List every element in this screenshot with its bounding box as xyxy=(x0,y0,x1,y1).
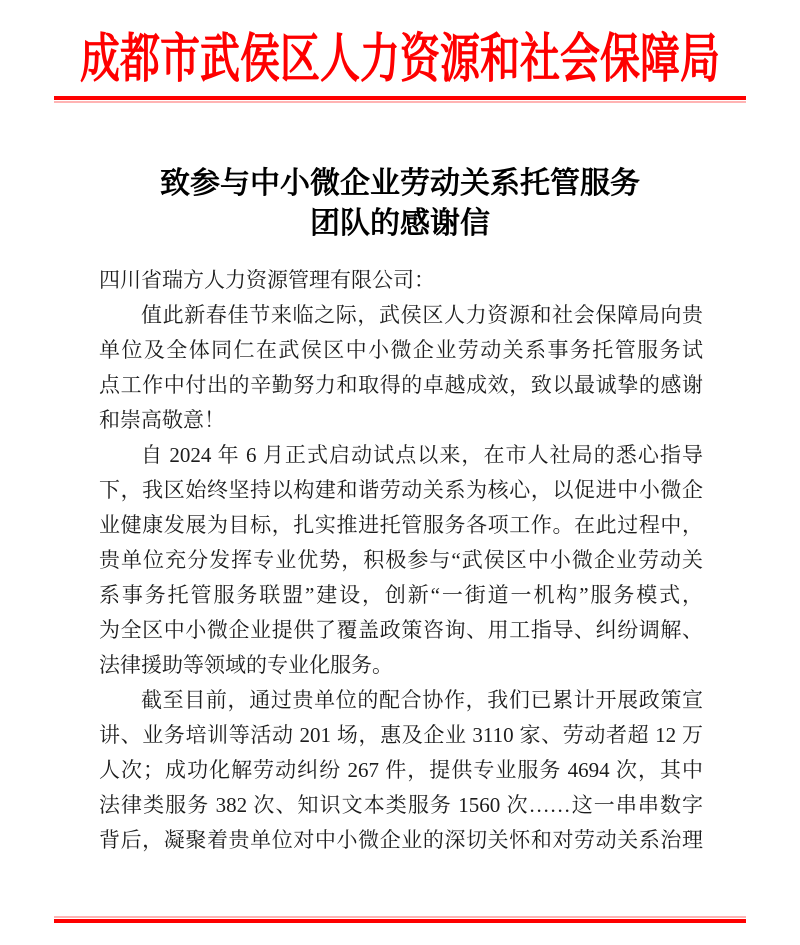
letterhead-top-rule xyxy=(54,96,746,103)
body-line: 背后，凝聚着贵单位对中小微企业的深切关怀和对劳动关系治理 xyxy=(99,828,703,852)
body-line: 业健康发展为目标，扎实推进托管服务各项工作。在此过程中， xyxy=(99,513,703,537)
body-line: 为全区中小微企业提供了覆盖政策咨询、用工指导、纠纷调解、 xyxy=(99,618,703,642)
letter-title xyxy=(0,164,800,244)
body-line: 和崇高敬意！ xyxy=(99,408,225,432)
salutation-line: 四川省瑞方人力资源管理有限公司： xyxy=(99,268,435,292)
body-line: 自 2024 年 6 月正式启动试点以来，在市人社局的悉心指导 xyxy=(141,443,703,467)
body-line: 法律类服务 382 次、知识文本类服务 1560 次……这一串串数字 xyxy=(99,793,703,817)
bottom-rule-thick-line xyxy=(54,919,746,923)
top-rule-thin-line xyxy=(54,101,746,103)
letter-body xyxy=(99,263,703,858)
body-line: 下，我区始终坚持以构建和谐劳动关系为核心，以促进中小微企 xyxy=(99,478,703,502)
letter-title-line-2: 团队的感谢信 xyxy=(310,207,490,240)
body-line: 法律援助等领域的专业化服务。 xyxy=(99,653,393,677)
body-line: 值此新春佳节来临之际，武侯区人力资源和社会保障局向贵 xyxy=(141,303,703,327)
body-line: 系事务托管服务联盟”建设，创新“一街道一机构”服务模式， xyxy=(99,583,703,607)
body-line: 点工作中付出的辛勤努力和取得的卓越成效，致以最诚挚的感谢 xyxy=(99,373,703,397)
letter-title-line-1: 致参与中小微企业劳动关系托管服务 xyxy=(160,167,640,200)
body-line: 单位及全体同仁在武侯区中小微企业劳动关系事务托管服务试 xyxy=(99,338,703,362)
body-line: 人次；成功化解劳动纠纷 267 件，提供专业服务 4694 次，其中 xyxy=(99,758,703,782)
body-line: 贵单位充分发挥专业优势，积极参与“武侯区中小微企业劳动关 xyxy=(99,548,703,572)
footer-bottom-rule xyxy=(54,916,746,923)
body-line: 讲、业务培训等活动 201 场，惠及企业 3110 家、劳动者超 12 万 xyxy=(99,723,703,747)
letterhead-org-name: 成都市武侯区人力资源和社会保障局 xyxy=(80,29,720,89)
body-line: 截至目前，通过贵单位的配合协作，我们已累计开展政策宣 xyxy=(141,688,703,712)
